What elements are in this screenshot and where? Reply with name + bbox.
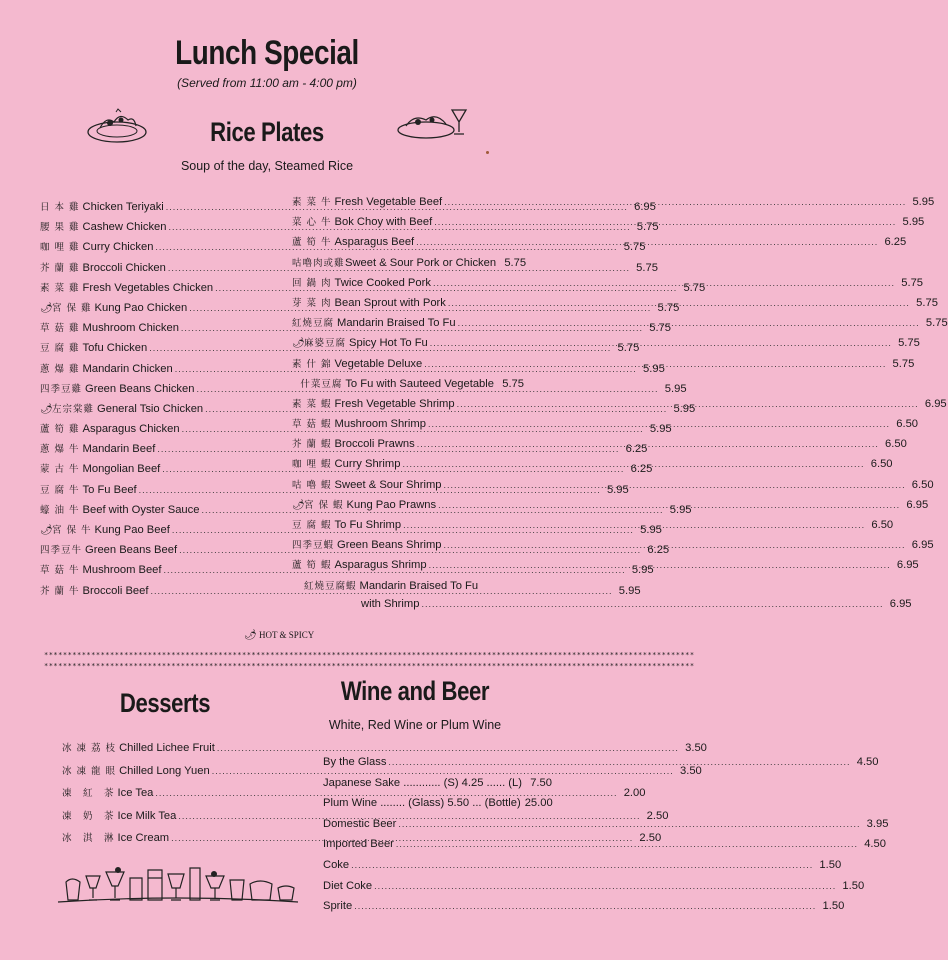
leader-dots: [428, 419, 890, 429]
item-price: 6.50: [871, 519, 894, 531]
item-price: 5.75: [623, 241, 646, 254]
item-name: Curry Shrimp: [334, 458, 401, 471]
wine-beer-note: White, Red Wine or Plum Wine: [328, 718, 502, 732]
item-name: Broccoli Prawns: [334, 438, 415, 451]
leader-dots: [444, 197, 906, 207]
item-price: 3.95: [866, 817, 889, 830]
item-chinese-name: 蔥 爆 牛: [40, 444, 80, 456]
item-name: Fresh Vegetables Chicken: [82, 281, 214, 294]
item-name: Kung Pao Prawns: [346, 498, 437, 511]
item-name: Imported Beer: [323, 838, 394, 851]
item-chinese-name: 豆 腐 牛: [40, 484, 80, 496]
item-name: Asparagus Shrimp: [334, 559, 427, 572]
item-chinese-name: 蘆 筍 牛: [292, 237, 332, 249]
leader-dots: [434, 217, 896, 227]
item-name: Diet Coke: [323, 879, 373, 892]
item-price: 2.50: [639, 832, 662, 844]
menu-item-row: [320, 900, 845, 921]
item-name: Broccoli Chicken: [82, 261, 166, 274]
item-chinese-name: 宮 保 雞: [52, 302, 92, 314]
item-price: 5.75: [898, 337, 920, 350]
item-chinese-name: 咖 哩 雞: [40, 242, 80, 254]
item-name: Bean Sprout with Pork: [334, 296, 446, 309]
item-price: 5.95: [664, 382, 687, 395]
menu-item-row: [292, 376, 524, 396]
item-name: Chicken Teriyaki: [82, 201, 164, 213]
item-price: 6.95: [889, 598, 912, 611]
item-chinese-name: 咕嚕肉或雞: [292, 257, 345, 269]
item-name: Vegetable Deluxe: [334, 357, 423, 370]
item-chinese-name: 腰 果 雞: [40, 222, 80, 234]
item-chinese-name: 菜 心 牛: [292, 217, 332, 229]
item-name: Mandarin Chicken: [82, 362, 173, 375]
item-chinese-name: 紅燒豆腐蝦: [304, 581, 357, 592]
item-chinese-name: 蔥 爆 雞: [40, 363, 80, 375]
leader-dots: [457, 399, 919, 409]
item-chinese-name: 什菜豆腐: [300, 378, 343, 390]
item-name: Green Beans Beef: [85, 544, 178, 557]
item-price: 4.50: [856, 756, 879, 768]
item-price: 6.95: [906, 498, 929, 511]
item-chinese-name: 日 本 雞: [40, 202, 80, 213]
item-price: 6.95: [634, 201, 656, 213]
item-price: 5.95: [912, 196, 935, 208]
item-name: Mongolian Beef: [82, 463, 161, 476]
item-price: 25.00: [524, 797, 553, 810]
item-price: 6.95: [896, 559, 919, 572]
item-price: 5.75: [504, 256, 527, 269]
item-chinese-name: 冰 淇 淋: [62, 833, 115, 844]
item-chinese-name: 蒙 古 牛: [40, 464, 80, 476]
item-name: Japanese Sake ............ (S) 4.25 ...... (L): [323, 776, 522, 789]
item-price: 5.95: [640, 524, 662, 536]
menu-item-row: [292, 295, 938, 315]
item-name: To Fu with Sauteed Vegetable: [345, 377, 494, 390]
item-chinese-name: 草 菇 蝦: [292, 419, 332, 431]
item-chinese-name: 豆 腐 蝦: [292, 520, 332, 531]
leader-dots: [402, 459, 864, 469]
leader-dots: [396, 839, 858, 849]
rice-plates-note: Soup of the day, Steamed Rice: [180, 159, 354, 173]
chili-pepper-icon: 🌶: [292, 338, 305, 350]
item-chinese-name: 回 鍋 肉: [292, 277, 332, 289]
item-price: 1.50: [819, 858, 842, 871]
item-price: 2.50: [646, 809, 669, 822]
leader-dots: [417, 439, 879, 449]
item-name: To Fu Beef: [82, 483, 137, 496]
service-hours: (Served from 11:00 am - 4:00 pm): [177, 76, 357, 90]
item-name: Sprite: [323, 900, 353, 913]
rice-plates-heading: Rice Plates: [210, 117, 324, 147]
item-chinese-name: 素 什 錦: [292, 358, 332, 370]
rice-plates-right-column: [292, 194, 948, 578]
item-price: 6.95: [924, 397, 947, 410]
item-price: 5.75: [925, 317, 948, 330]
leader-dots: [374, 881, 836, 891]
menu-item-row: [320, 797, 553, 818]
item-price: 5.75: [916, 296, 938, 309]
desserts-heading: Desserts: [119, 688, 211, 718]
chili-pepper-icon: 🌶: [40, 525, 53, 536]
menu-item-row: [320, 776, 552, 798]
item-price: 6.25: [647, 544, 670, 557]
glassware-illustration: [56, 862, 300, 908]
menu-item-row: [320, 879, 865, 901]
item-chinese-name: 四季豆牛: [40, 545, 83, 557]
item-price: 5.95: [902, 216, 925, 229]
divider-top: ******************************************************************************************************************************************: [44, 651, 695, 659]
item-chinese-name: 宮 保 牛: [52, 525, 92, 536]
menu-item-row: [320, 858, 842, 880]
item-name: Fresh Vegetable Beef: [334, 196, 443, 208]
item-name: Bok Choy with Beef: [334, 216, 433, 229]
item-chinese-name: 冰 凍 荔 枝: [62, 743, 117, 754]
item-price: 5.75: [617, 342, 640, 355]
item-price: 5.75: [892, 357, 915, 370]
menu-item-row: [292, 315, 948, 335]
item-chinese-name: 蘆 筍 蝦: [292, 560, 332, 572]
item-price: 6.50: [885, 438, 907, 451]
divider-bottom: ******************************************************************************************************************************************: [44, 662, 695, 670]
item-price: 5.75: [636, 261, 658, 274]
item-name: Plum Wine ........ (Glass) 5.50 ... (Bottle): [323, 797, 521, 810]
item-chinese-name: 草 菇 牛: [40, 565, 80, 577]
item-name: Sweet & Sour Pork or Chicken: [345, 256, 497, 269]
item-name: Spicy Hot To Fu: [349, 337, 428, 350]
item-price: 6.25: [630, 463, 653, 476]
item-chinese-name: 豆 腐 雞: [40, 343, 80, 355]
item-name: Fresh Vegetable Shrimp: [334, 397, 455, 410]
item-name: Asparagus Beef: [334, 236, 415, 249]
item-price: 5.95: [618, 584, 641, 597]
item-price: 6.50: [896, 418, 919, 431]
item-chinese-name: 咕 嚕 蝦: [292, 479, 332, 491]
leader-dots: [388, 757, 850, 767]
leader-dots: [416, 237, 878, 247]
item-name: Chilled Lichee Fruit: [119, 742, 215, 754]
item-price: 4.50: [864, 838, 886, 851]
item-name: Sweet & Sour Shrimp: [334, 478, 442, 491]
item-price: 5.95: [649, 423, 672, 436]
item-price: 5.75: [901, 276, 924, 289]
item-price: 6.50: [911, 478, 934, 491]
item-name: Ice Cream: [117, 832, 170, 844]
item-price: 3.50: [679, 764, 702, 777]
item-price: 5.75: [649, 322, 671, 335]
item-name: Chilled Long Yuen: [119, 764, 210, 777]
menu-item-row: [292, 275, 924, 295]
menu-item-row: [292, 335, 920, 355]
chili-pepper-icon: 🌶: [40, 302, 53, 314]
item-price: 5.95: [669, 503, 692, 516]
leader-dots: [421, 599, 883, 609]
item-name: Kung Pao Chicken: [94, 301, 188, 314]
item-price: 6.25: [884, 236, 907, 249]
chili-pepper-icon: 🌶: [244, 630, 257, 641]
hot-spicy-legend: [244, 630, 314, 641]
item-price: 6.25: [625, 443, 648, 456]
item-price: 5.95: [606, 483, 629, 496]
item-name: Curry Chicken: [82, 241, 154, 254]
item-name: Cashew Chicken: [82, 221, 167, 234]
item-name: Mushroom Beef: [82, 564, 162, 577]
item-price: 3.50: [685, 742, 707, 754]
item-chinese-name: 紅燒豆腐: [292, 318, 335, 330]
leader-dots: [458, 318, 920, 328]
decor-dot: [486, 151, 489, 154]
leader-dots: [354, 901, 816, 911]
item-price: 6.50: [870, 458, 893, 471]
item-name: Mushroom Chicken: [82, 322, 179, 335]
item-chinese-name: 芥 蘭 牛: [40, 585, 80, 597]
item-chinese-name: 凍 紅 茶: [62, 788, 115, 799]
page-title: Lunch Special: [175, 34, 359, 72]
item-name: Green Beans Chicken: [85, 382, 195, 395]
item-price: 5.95: [643, 362, 665, 375]
item-chinese-name: 素 菜 雞: [40, 282, 80, 294]
menu-item-row: [292, 255, 527, 275]
item-name: Twice Cooked Pork: [334, 276, 431, 289]
item-name: Asparagus Chicken: [82, 423, 180, 436]
item-name: Mandarin Braised To Fu: [359, 580, 479, 592]
item-price: 5.95: [673, 402, 696, 415]
leader-dots: [444, 480, 906, 490]
item-name: To Fu Shrimp: [334, 519, 402, 531]
leader-dots: [424, 359, 886, 369]
item-chinese-name: 素 菜 蝦: [292, 398, 332, 410]
leader-dots: [217, 743, 679, 753]
item-chinese-name: 草 菇 雞: [40, 323, 80, 335]
item-chinese-name: 宮 保 蝦: [304, 499, 344, 511]
item-price: 5.75: [636, 221, 659, 234]
item-chinese-name: 芥 蘭 雞: [40, 262, 80, 274]
leader-dots: [430, 338, 892, 348]
item-name: Mandarin Braised To Fu: [337, 317, 456, 330]
item-price: 5.95: [631, 564, 654, 577]
legend-label: HOT & SPICY: [258, 630, 315, 640]
item-chinese-name: 冰 凍 龍 眼: [62, 765, 117, 777]
item-chinese-name: 左宗棠雞: [52, 403, 95, 415]
leader-dots: [443, 540, 905, 550]
item-name: Coke: [323, 858, 350, 871]
item-chinese-name: 麻婆豆腐: [304, 338, 347, 350]
item-name: Tofu Chicken: [82, 342, 148, 355]
item-chinese-name: 芥 蘭 蝦: [292, 439, 332, 451]
leader-dots: [448, 298, 910, 308]
item-name: Beef with Oyster Sauce: [82, 503, 200, 516]
leader-dots: [403, 520, 865, 530]
item-name: By the Glass: [323, 756, 387, 768]
item-name: Ice Tea: [117, 787, 154, 799]
wine-beer-heading: Wine and Beer: [340, 676, 490, 706]
item-price: 1.50: [842, 879, 865, 892]
chili-pepper-icon: 🌶: [40, 403, 53, 415]
leader-dots: [351, 860, 813, 870]
item-name: Ice Milk Tea: [117, 809, 177, 822]
item-price: 1.50: [822, 900, 845, 913]
item-chinese-name: 芽 菜 肉: [292, 297, 332, 309]
item-name: Domestic Beer: [323, 817, 397, 830]
item-name: Mandarin Beef: [82, 443, 156, 456]
item-chinese-name: 四季豆雞: [40, 383, 83, 395]
leader-dots: [398, 819, 860, 829]
leader-dots: [438, 500, 900, 510]
item-name: Green Beans Shrimp: [337, 539, 442, 552]
leader-dots: [433, 278, 895, 288]
chili-pepper-icon: 🌶: [292, 499, 305, 511]
item-name: Broccoli Beef: [82, 584, 149, 597]
item-chinese-name: 素 菜 牛: [292, 197, 332, 208]
item-chinese-name: 凍 奶 茶: [62, 810, 115, 822]
item-chinese-name: 四季豆蝦: [292, 540, 335, 552]
leader-dots: [429, 560, 891, 570]
item-price: 5.75: [502, 377, 524, 390]
item-price: 7.50: [530, 776, 552, 789]
item-price: 2.00: [623, 787, 646, 799]
item-price: 5.75: [657, 301, 680, 314]
item-price: 6.95: [911, 539, 934, 552]
item-chinese-name: 蘆 筍 雞: [40, 424, 80, 436]
item-price: 5.75: [683, 281, 706, 294]
item-chinese-name: 蠔 油 牛: [40, 504, 80, 516]
item-chinese-name: 咖 哩 蝦: [292, 459, 332, 471]
item-name-continued: with Shrimp: [361, 598, 420, 611]
item-name: Kung Pao Beef: [94, 524, 170, 536]
item-name: General Tsio Chicken: [97, 402, 204, 415]
item-name: Mushroom Shrimp: [334, 418, 426, 431]
